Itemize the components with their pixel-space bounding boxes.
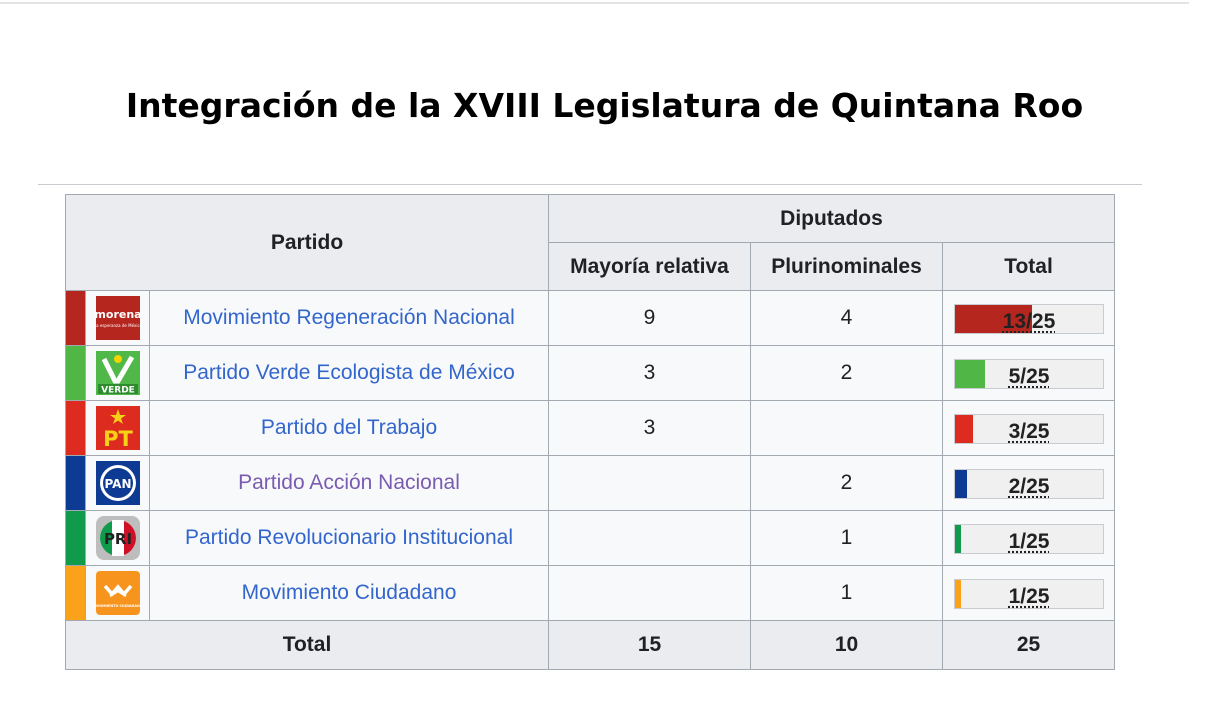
svg-text:VERDE: VERDE — [100, 385, 135, 396]
mayoria-value: 3 — [549, 346, 751, 401]
seat-bar — [954, 524, 1104, 554]
header-mayoria-relativa: Mayoría relativa — [549, 243, 751, 291]
seat-bar-label[interactable]: 1/25 — [1008, 585, 1050, 608]
party-color-stripe — [66, 456, 86, 511]
seat-bar-label[interactable]: 5/25 — [1008, 365, 1050, 388]
party-color-stripe — [66, 346, 86, 401]
svg-text:MOVIMIENTO CIUDADANO: MOVIMIENTO CIUDADANO — [92, 604, 143, 608]
table-row — [66, 401, 1115, 456]
verde-logo[interactable] — [96, 351, 140, 395]
header-partido: Partido — [66, 195, 549, 291]
title-divider — [38, 184, 1142, 185]
svg-text:PT: PT — [102, 427, 133, 451]
party-logo-cell — [86, 401, 150, 456]
party-color-stripe — [66, 511, 86, 566]
pluri-value: 2 — [751, 346, 943, 401]
svg-text:PRI: PRI — [103, 530, 132, 548]
table-row — [66, 566, 1115, 621]
pluri-value — [751, 401, 943, 456]
totals-mayoria: 15 — [549, 621, 751, 670]
party-link[interactable]: Partido Acción Nacional — [150, 456, 549, 511]
seat-bar — [954, 469, 1104, 499]
header-plurinominales: Plurinominales — [751, 243, 943, 291]
party-color-stripe — [66, 566, 86, 621]
party-color-stripe — [66, 401, 86, 456]
party-link[interactable]: Movimiento Ciudadano — [150, 566, 549, 621]
pluri-value: 1 — [751, 511, 943, 566]
seat-bar-label[interactable]: 13/25 — [1002, 310, 1056, 333]
seat-bar — [954, 359, 1104, 389]
mayoria-value: 9 — [549, 291, 751, 346]
header-total: Total — [943, 243, 1115, 291]
seat-bar-label[interactable]: 3/25 — [1008, 420, 1050, 443]
pt-logo[interactable] — [96, 406, 140, 450]
seat-bar — [954, 304, 1104, 334]
party-link[interactable]: Movimiento Regeneración Nacional — [150, 291, 549, 346]
svg-text:morena: morena — [93, 308, 142, 321]
page-title: Integración de la XVIII Legislatura de Quintana Roo — [125, 86, 1084, 125]
party-logo-cell — [86, 291, 150, 346]
total-cell — [943, 566, 1115, 621]
totals-row — [66, 621, 1115, 670]
total-cell — [943, 291, 1115, 346]
mayoria-value — [549, 511, 751, 566]
total-cell — [943, 511, 1115, 566]
total-cell — [943, 456, 1115, 511]
svg-text:PAN: PAN — [103, 477, 132, 491]
total-cell — [943, 346, 1115, 401]
header-diputados: Diputados — [549, 195, 1115, 243]
legislature-table — [65, 194, 1115, 670]
top-border — [0, 2, 1189, 4]
table-row — [66, 346, 1115, 401]
pluri-value: 2 — [751, 456, 943, 511]
table-row — [66, 291, 1115, 346]
totals-total: 25 — [943, 621, 1115, 670]
pan-logo[interactable] — [96, 461, 140, 505]
mayoria-value — [549, 566, 751, 621]
party-link[interactable]: Partido Revolucionario Institucional — [150, 511, 549, 566]
totals-label: Total — [66, 621, 549, 670]
totals-pluri: 10 — [751, 621, 943, 670]
table-row — [66, 511, 1115, 566]
party-logo-cell — [86, 456, 150, 511]
seat-bar — [954, 414, 1104, 444]
party-link[interactable]: Partido Verde Ecologista de México — [150, 346, 549, 401]
party-logo-cell — [86, 566, 150, 621]
morena-logo[interactable] — [93, 296, 142, 340]
pluri-value: 1 — [751, 566, 943, 621]
svg-text:La esperanza de México: La esperanza de México — [93, 323, 142, 328]
seat-bar-label[interactable]: 1/25 — [1008, 530, 1050, 553]
seat-bar — [954, 579, 1104, 609]
mayoria-value — [549, 456, 751, 511]
mayoria-value: 3 — [549, 401, 751, 456]
party-logo-cell — [86, 511, 150, 566]
party-link[interactable]: Partido del Trabajo — [150, 401, 549, 456]
party-logo-cell — [86, 346, 150, 401]
seat-bar-label[interactable]: 2/25 — [1008, 475, 1050, 498]
table-row — [66, 456, 1115, 511]
mc-logo[interactable] — [92, 571, 143, 615]
pri-logo[interactable] — [96, 516, 140, 560]
total-cell — [943, 401, 1115, 456]
pluri-value: 4 — [751, 291, 943, 346]
party-color-stripe — [66, 291, 86, 346]
